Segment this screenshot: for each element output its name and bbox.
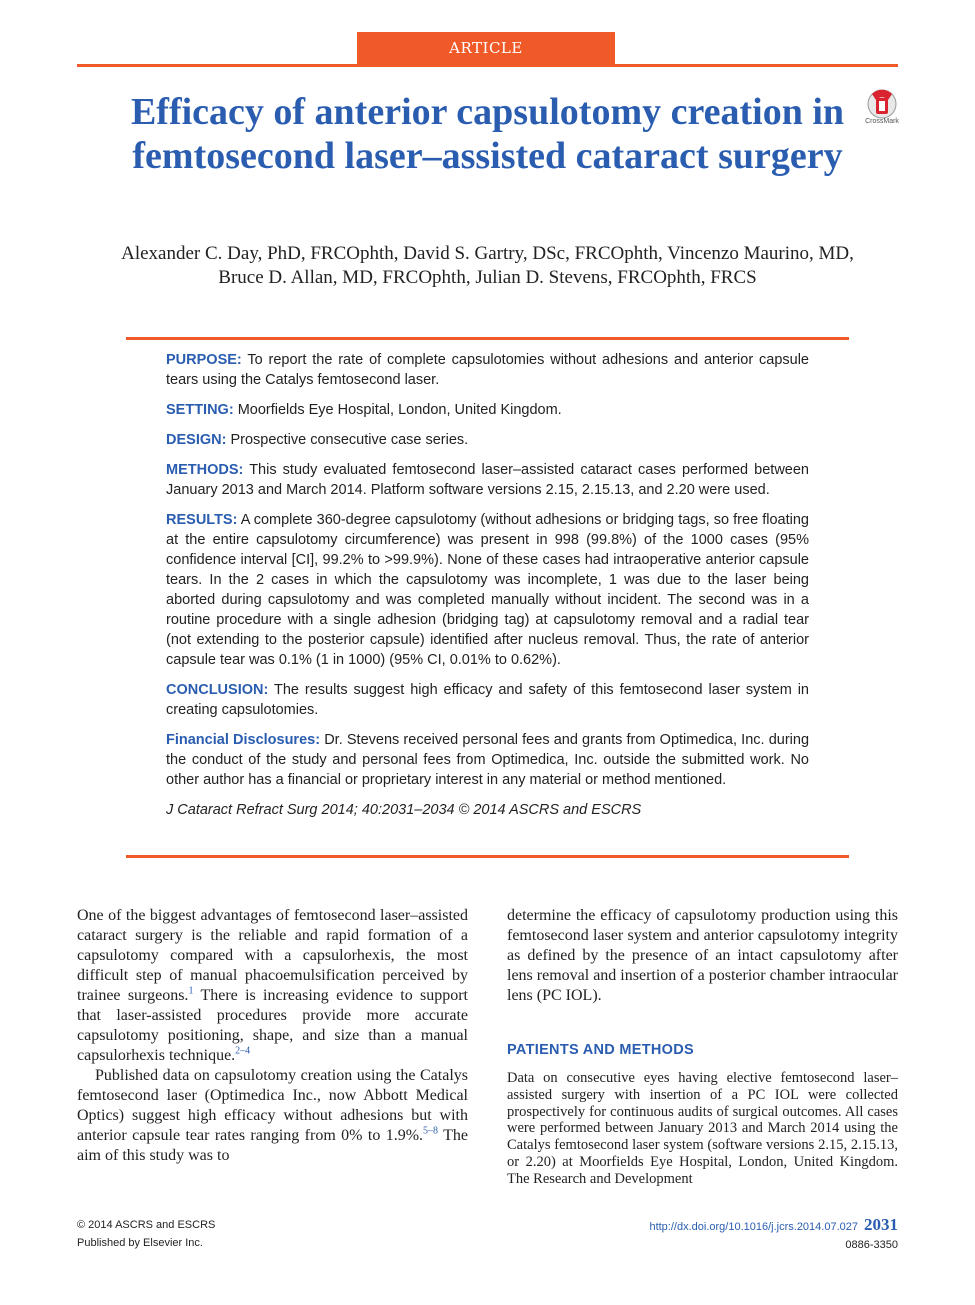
abstract-methods: [166, 460, 809, 500]
abstract-disclosures: [166, 730, 809, 790]
setting-label: SETTING:: [166, 402, 234, 418]
citation-ref[interactable]: 1: [188, 985, 194, 997]
footer-left: [77, 1216, 215, 1252]
setting-text: Moorfields Eye Hospital, London, United Kingdom.: [237, 402, 562, 418]
abstract-results: [166, 510, 809, 670]
citation-ref[interactable]: 2–4: [235, 1045, 251, 1057]
article-type-badge: ARTICLE: [357, 32, 615, 65]
footer-right: [649, 1216, 898, 1254]
abstract: [166, 350, 809, 830]
methods-label: METHODS:: [166, 462, 244, 478]
design-text: Prospective consecutive case series.: [230, 432, 469, 448]
header-rule: [77, 64, 898, 67]
body-paragraph: Data on consecutive eyes having elective femtosecond laser–assisted surgery with insertion of a PC IOL were collected prospectively for continuous audits of surgical outcomes. All cases were performed between January 2013 and March 2014 using the Catalys femtosecond laser system (software versions 2.15, 2.15.13, or 2.20) at Moorfields Eye Hospital, London, United Kingdom. The Research and Development: [507, 1070, 898, 1187]
body-paragraph: [77, 906, 468, 1066]
article-title: Efficacy of anterior capsulotomy creation in femtosecond laser–assisted cataract surgery: [130, 91, 845, 177]
copyright: © 2014 ASCRS and ESCRS: [77, 1219, 216, 1231]
citation-ref[interactable]: 5–8: [423, 1125, 439, 1137]
abstract-top-rule: [126, 337, 849, 340]
purpose-text: To report the rate of complete capsulotomies without adhesions and anterior capsule tears using the Catalys femtosecond laser.: [166, 352, 809, 388]
abstract-purpose: [166, 350, 809, 390]
body-paragraph: determine the efficacy of capsulotomy production using this femtosecond laser system and anterior capsulotomy integrity as defined by the presence of an intact capsulotomy after lens removal and insertion of a posterior chamber intraocular lens (PC IOL).: [507, 907, 898, 1004]
disclosures-label: Financial Disclosures:: [166, 732, 321, 748]
methods-text: This study evaluated femtosecond laser–assisted cataract cases performed between January 2013 and March 2014. Platform software versions 2.15, 2.15.13, and 2.20 were used.: [166, 462, 809, 498]
doi-link[interactable]: http://dx.doi.org/10.1016/j.jcrs.2014.07.027: [649, 1221, 858, 1233]
results-label: RESULTS:: [166, 512, 238, 528]
body-text: There is increasing evidence to support that laser-assisted procedures provide more accurate capsulotomy positioning, shape, and size than a manual capsulorhexis technique.: [77, 987, 469, 1064]
section-heading: PATIENTS AND METHODS: [507, 1042, 694, 1058]
citation: J Cataract Refract Surg 2014; 40:2031–2034 © 2014 ASCRS and ESCRS: [166, 802, 642, 818]
disclosures-text: Dr. Stevens received personal fees and grants from Optimedica, Inc. during the conduct of the study and personal fees from Optimedica, Inc. outside the submitted work. No other author has a financial or proprietary interest in any material or method mentioned.: [166, 732, 810, 788]
author-list: [90, 242, 885, 290]
body-column-right: [507, 906, 898, 1188]
abstract-design: [166, 430, 809, 450]
publisher: Published by Elsevier Inc.: [77, 1237, 203, 1249]
abstract-setting: [166, 400, 809, 420]
body-column-left: [77, 906, 468, 1166]
author-line: Bruce D. Allan, MD, FRCOphth, Julian D. Stevens, FRCOphth, FRCS: [218, 267, 757, 288]
conclusion-text: The results suggest high efficacy and safety of this femtosecond laser system in creating capsulotomies.: [166, 682, 809, 718]
conclusion-label: CONCLUSION:: [166, 682, 269, 698]
abstract-bottom-rule: [126, 855, 849, 858]
body-text: One of the biggest advantages of femtosecond laser–assisted cataract surgery is the reliable and rapid formation of a capsulotomy compared with a capsulorhexis, the most difficult step of manual phacoemulsification perceived by trainee surgeons.: [77, 907, 468, 1004]
body-text: The aim of this study was to: [77, 1127, 468, 1164]
design-label: DESIGN:: [166, 432, 227, 448]
page-number: 2031: [864, 1215, 898, 1234]
crossmark-label: CrossMark: [865, 118, 899, 125]
body-paragraph: [77, 1066, 468, 1166]
abstract-conclusion: [166, 680, 809, 720]
body-text: Published data on capsulotomy creation using the Catalys femtosecond laser (Optimedica Inc., now Abbott Medical Optics) suggest high efficacy without adhesions but with anterior capsule tear rates ranging from 0% to 1.9%.: [77, 1067, 468, 1144]
issn: 0886-3350: [845, 1239, 898, 1251]
purpose-label: PURPOSE:: [166, 352, 242, 368]
results-text: A complete 360-degree capsulotomy (without adhesions or bridging tags, so free floating at the entire capsulotomy circumference) was present in 998 (99.8%) of the 1000 cases (95% confidence interval [CI], 99.2% to >99.9%). None of these cases had intraoperative anterior capsule tears. In the 2 cases in which the capsulotomy was incomplete, 1 was due to the laser being aborted during capsulotomy and was completed manually without incident. The second was in a routine procedure with a single adhesion (bridging tag) at capsulotomy removal and a radial tear (not extending to the posterior capsule) identified after nucleus removal. Thus, the rate of anterior capsule tear was 0.1% (1 in 1000) (95% CI, 0.01% to 0.62%).: [166, 512, 809, 668]
author-line: Alexander C. Day, PhD, FRCOphth, David S. Gartry, DSc, FRCOphth, Vincenzo Maurino, MD,: [121, 243, 854, 264]
